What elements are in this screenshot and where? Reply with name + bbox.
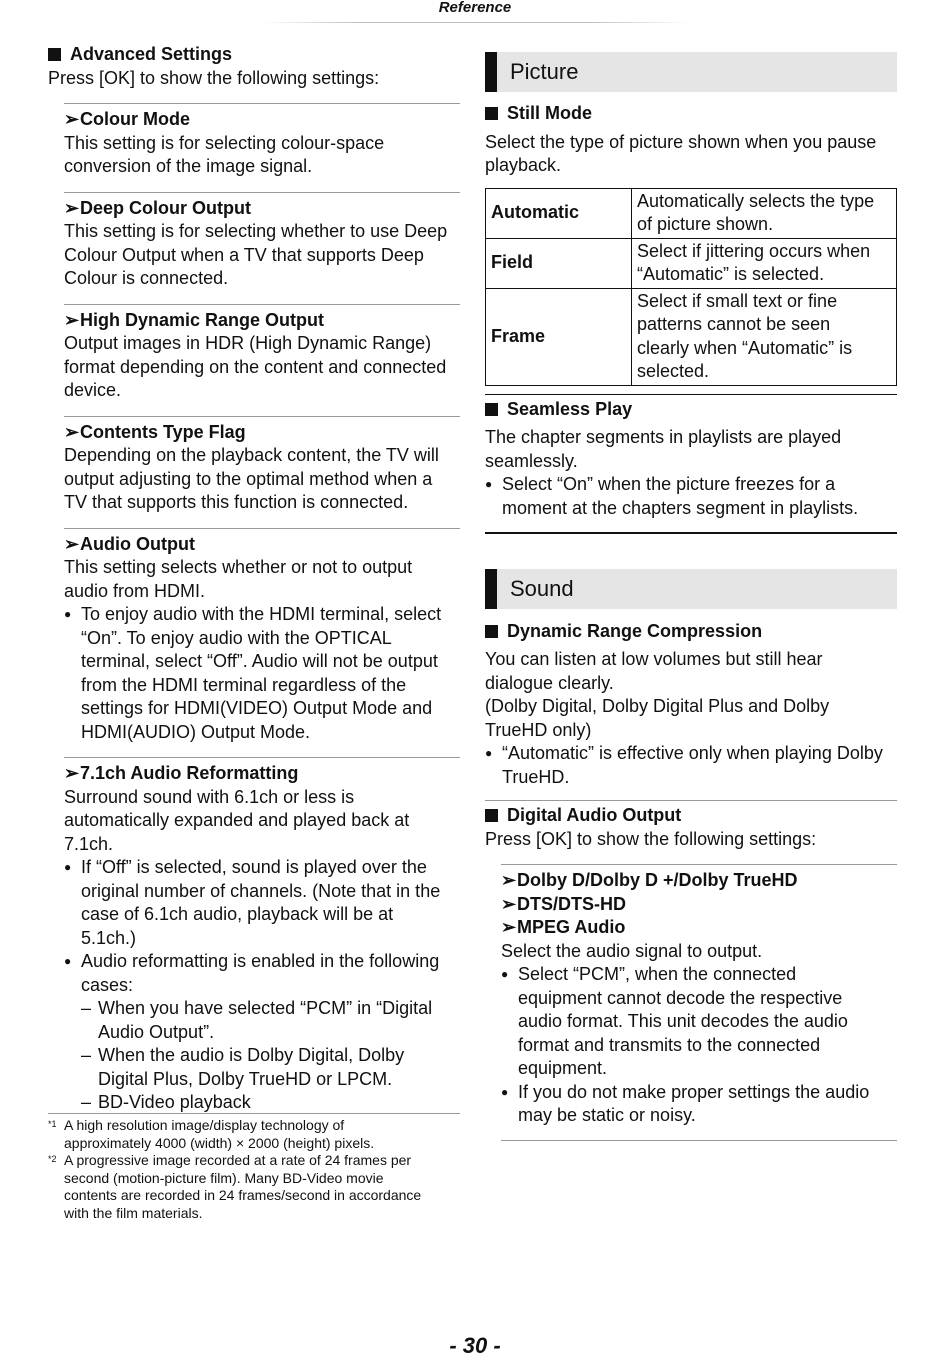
dash-item	[64, 1091, 460, 1115]
header-rule	[260, 22, 690, 23]
text-line: A high resolution image/display technology of	[64, 1117, 345, 1133]
digital-audio-output-heading	[485, 804, 897, 828]
text-line: Digital Plus, Dolby TrueHD or LPCM.	[98, 1068, 393, 1089]
square-bullet-icon	[485, 625, 498, 638]
drc-title: Dynamic Range Compression	[507, 620, 763, 641]
divider	[485, 800, 897, 801]
setting-title: 7.1ch Audio Reformatting	[80, 763, 299, 783]
text-line: output adjusting to the optimal method when a	[64, 468, 433, 489]
divider	[485, 394, 897, 395]
arrow-icon: ➢	[64, 109, 80, 129]
bullet-item	[64, 603, 460, 744]
text-line: audio from HDMI.	[64, 580, 206, 601]
text-line: patterns cannot be seen	[637, 314, 831, 334]
advanced-settings-intro: Press [OK] to show the following settings:	[48, 67, 380, 88]
table-key: Automatic	[486, 188, 632, 238]
bullet-item	[485, 473, 897, 520]
setting-title: Deep Colour Output	[80, 197, 251, 218]
drc-heading	[485, 620, 897, 644]
text-line: TrueHD.	[502, 766, 570, 787]
text-line: This setting selects whether or not to output	[64, 557, 413, 577]
text-line: This setting is for selecting whether to use Deep	[64, 221, 448, 241]
bullet-item	[64, 950, 460, 997]
text-line: Select the type of picture shown when you pause	[485, 131, 877, 152]
bullet-icon	[501, 963, 518, 1081]
footnotes	[48, 1113, 460, 1222]
setting-title: Dolby D/Dolby D +/Dolby TrueHD	[517, 870, 798, 890]
setting-contents-type-flag	[64, 416, 460, 515]
text-line: automatically expanded and played back at	[64, 810, 410, 830]
dash-icon: –	[81, 1045, 92, 1065]
table-row	[486, 188, 897, 238]
table-row	[486, 238, 897, 288]
text-line: Select “PCM”, when the connected	[518, 964, 797, 984]
bullet-item	[501, 1081, 897, 1128]
text-line: contents are recorded in 24 frames/second in accordance	[64, 1187, 422, 1203]
text-line: format depending on the content and connected	[64, 356, 447, 377]
bullet-item	[64, 856, 460, 950]
dash-item	[64, 1044, 460, 1091]
text-line: 7.1ch.	[64, 833, 114, 854]
arrow-icon: ➢	[501, 870, 517, 890]
left-column	[48, 43, 460, 1115]
square-bullet-icon	[485, 107, 498, 120]
bullet-icon	[485, 742, 502, 789]
text-line: Select if jittering occurs when	[637, 240, 871, 261]
text-line: equipment.	[518, 1058, 608, 1078]
advanced-settings-heading	[48, 43, 460, 67]
text-line: approximately 4000 (width) × 2000 (height) pixels.	[64, 1134, 375, 1151]
bullet-icon	[64, 603, 81, 744]
page-number: - 30 -	[449, 1333, 501, 1358]
dash-icon: –	[81, 998, 92, 1018]
footnote	[48, 1152, 460, 1222]
seamless-play-title: Seamless Play	[507, 398, 633, 419]
text-line: This setting is for selecting colour-space	[64, 132, 385, 153]
sound-section-heading: Sound	[485, 569, 897, 609]
text-line: The chapter segments in playlists are played	[485, 427, 842, 447]
arrow-icon: ➢	[64, 309, 80, 330]
digital-audio-output-settings	[501, 864, 897, 1141]
setting-title: MPEG Audio	[517, 917, 626, 937]
text-line: Depending on the playback content, the TV will	[64, 445, 439, 465]
bullet-icon	[485, 473, 502, 520]
arrow-icon: ➢	[64, 763, 80, 783]
setting-title: High Dynamic Range Output	[80, 309, 325, 330]
dash-icon: –	[81, 1092, 92, 1112]
still-mode-heading	[485, 102, 897, 126]
bullet-icon	[501, 1081, 518, 1128]
text-line: Surround sound with 6.1ch or less is	[64, 786, 355, 807]
text-line: When you have selected “PCM” in “Digital	[98, 998, 433, 1018]
text-line: If “Off” is selected, sound is played over the	[81, 857, 427, 877]
still-mode-table	[485, 188, 897, 386]
table-value	[632, 288, 897, 385]
advanced-settings-title: Advanced Settings	[70, 44, 233, 64]
footnote	[48, 1117, 460, 1152]
text-line: If you do not make proper settings the audio	[518, 1081, 870, 1102]
square-bullet-icon	[485, 809, 498, 822]
text-line: format and transmits to the connected	[518, 1034, 821, 1055]
text-line: cases:	[81, 974, 134, 995]
arrow-icon: ➢	[501, 893, 517, 914]
still-mode-title: Still Mode	[507, 103, 592, 123]
setting-audio-reformatting	[64, 757, 460, 1115]
text-line: A progressive image recorded at a rate of 24 frames per	[64, 1152, 412, 1168]
text-line: “Automatic” is effective only when playing Dolby	[502, 743, 883, 763]
divider	[501, 1140, 897, 1141]
text-line: Select the audio signal to output.	[501, 940, 763, 961]
setting-title: Colour Mode	[80, 109, 190, 129]
text-line: seamlessly.	[485, 450, 578, 471]
text-line: settings for HDMI(VIDEO) Output Mode and	[81, 698, 433, 718]
text-line: terminal, select “Off”. Audio will not be output	[81, 651, 438, 671]
seamless-play-heading	[485, 398, 897, 422]
setting-audio-output	[64, 528, 460, 745]
text-line: “Automatic” is selected.	[637, 264, 825, 284]
text-line: case of 6.1ch audio, playback will be at	[81, 904, 394, 924]
setting-title: DTS/DTS-HD	[517, 893, 626, 914]
setting-hdr-output	[64, 304, 460, 403]
text-line: device.	[64, 380, 122, 400]
arrow-icon: ➢	[64, 533, 80, 554]
text-line: When the audio is Dolby Digital, Dolby	[98, 1045, 405, 1065]
text-line: TrueHD only)	[485, 719, 592, 740]
text-line: moment at the chapters segment in playlists.	[502, 497, 859, 518]
text-line: Press [OK] to show the following settings:	[485, 828, 817, 849]
text-line: “On”. To enjoy audio with the OPTICAL	[81, 627, 392, 648]
table-key: Frame	[486, 288, 632, 385]
text-line: (Dolby Digital, Dolby Digital Plus and Dolby	[485, 696, 830, 716]
table-value	[632, 238, 897, 288]
arrow-icon: ➢	[64, 197, 80, 218]
footnote-mark: *2	[48, 1154, 57, 1164]
section-divider	[485, 532, 897, 534]
text-line: Colour Output when a TV that supports Deep	[64, 244, 424, 265]
arrow-icon: ➢	[64, 421, 80, 442]
text-line: Audio reformatting is enabled in the following	[81, 951, 440, 971]
text-line: 5.1ch.)	[81, 927, 137, 948]
text-line: selected.	[637, 361, 710, 381]
text-line: TV that supports this function is connected.	[64, 492, 409, 512]
right-column	[485, 52, 897, 1141]
text-line: may be static or noisy.	[518, 1105, 696, 1125]
text-line: Output images in HDR (High Dynamic Range)	[64, 333, 432, 353]
table-row	[486, 288, 897, 385]
bullet-item	[501, 963, 897, 1081]
picture-section-heading: Picture	[485, 52, 897, 92]
dash-item	[64, 997, 460, 1044]
text-line: Colour is connected.	[64, 268, 229, 288]
text-line: BD-Video playback	[98, 1092, 251, 1112]
setting-colour-mode	[64, 103, 460, 179]
text-line: dialogue clearly.	[485, 672, 614, 693]
text-line: second (motion-picture film). Many BD-Video movie	[64, 1169, 384, 1186]
text-line: of picture shown.	[637, 214, 774, 234]
text-line: Select if small text or fine	[637, 290, 838, 311]
setting-deep-colour-output	[64, 192, 460, 291]
footnote-mark: *1	[48, 1119, 57, 1129]
bullet-icon	[64, 856, 81, 950]
table-key: Field	[486, 238, 632, 288]
text-line: Select “On” when the picture freezes for a	[502, 474, 836, 494]
setting-title: Contents Type Flag	[80, 421, 246, 442]
text-line: Automatically selects the type	[637, 190, 875, 211]
text-line: playback.	[485, 155, 562, 175]
square-bullet-icon	[485, 403, 498, 416]
setting-title: Audio Output	[80, 533, 195, 554]
text-line: with the film materials.	[64, 1204, 203, 1221]
table-value	[632, 188, 897, 238]
square-bullet-icon	[48, 48, 61, 61]
text-line: You can listen at low volumes but still hear	[485, 649, 823, 669]
text-line: HDMI(AUDIO) Output Mode.	[81, 721, 311, 742]
text-line: equipment cannot decode the respective	[518, 987, 843, 1008]
bullet-item	[485, 742, 897, 789]
digital-audio-output-title: Digital Audio Output	[507, 805, 682, 825]
bullet-icon	[64, 950, 81, 997]
text-line: clearly when “Automatic” is	[637, 337, 853, 358]
text-line: original number of channels. (Note that in the	[81, 880, 441, 901]
text-line: from the HDMI terminal regardless of the	[81, 674, 407, 695]
text-line: conversion of the image signal.	[64, 156, 313, 176]
text-line: To enjoy audio with the HDMI terminal, select	[81, 604, 442, 624]
text-line: audio format. This unit decodes the audio	[518, 1011, 848, 1031]
arrow-icon: ➢	[501, 917, 517, 937]
page-header: Reference	[438, 0, 512, 16]
text-line: Audio Output”.	[98, 1021, 215, 1042]
